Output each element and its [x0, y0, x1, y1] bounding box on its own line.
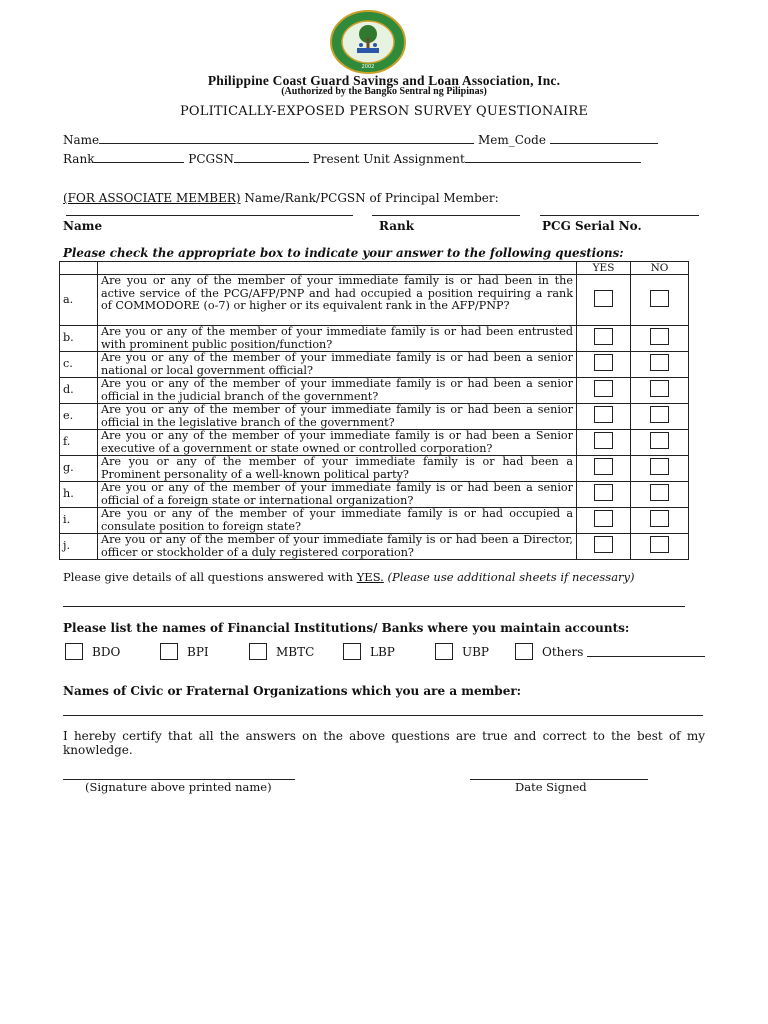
- no-header: NO: [631, 262, 689, 275]
- no-cell: [631, 456, 689, 482]
- question-letter: c.: [60, 352, 98, 378]
- bank-option-mbtc[interactable]: [249, 643, 314, 660]
- no-checkbox[interactable]: [650, 328, 669, 345]
- question-row: [60, 456, 689, 482]
- question-row: [60, 430, 689, 456]
- no-cell: [631, 430, 689, 456]
- pcgsn-label: PCGSN: [188, 152, 234, 166]
- yes-checkbox[interactable]: [594, 406, 613, 423]
- bpi-checkbox[interactable]: [160, 643, 178, 660]
- yes-cell: [577, 326, 631, 352]
- no-cell: [631, 508, 689, 534]
- rank-row: [63, 152, 641, 166]
- question-letter: i.: [60, 508, 98, 534]
- no-cell: [631, 352, 689, 378]
- bdo-checkbox[interactable]: [65, 643, 83, 660]
- header-question-cell: [98, 262, 577, 275]
- yes-cell: [577, 508, 631, 534]
- pep-questions-table: [59, 261, 689, 560]
- no-checkbox[interactable]: [650, 354, 669, 371]
- no-checkbox[interactable]: [650, 290, 669, 307]
- name-row: [63, 133, 658, 147]
- civic-heading: Names of Civic or Fraternal Organizations which you are a member:: [63, 684, 522, 698]
- no-cell: [631, 326, 689, 352]
- yes-checkbox[interactable]: [594, 458, 613, 475]
- rank-field[interactable]: [94, 152, 184, 163]
- bank-option-ubp[interactable]: [435, 643, 489, 660]
- col-serial-label: PCG Serial No.: [542, 219, 642, 233]
- yes-header: YES: [577, 262, 631, 275]
- question-row: [60, 378, 689, 404]
- question-letter: b.: [60, 326, 98, 352]
- no-checkbox[interactable]: [650, 406, 669, 423]
- question-text: Are you or any of the member of your immediate family is or had been in the active service of the PCG/AFP/PNP and had occupied a position requiring a rank of COMMODORE (o-7) or higher or its equivalent rank in the AFP/PNP?: [98, 275, 577, 326]
- details-instruction: [63, 570, 635, 584]
- mbtc-label: MBTC: [276, 644, 315, 659]
- yes-checkbox[interactable]: [594, 536, 613, 553]
- table-header-row: [60, 262, 689, 275]
- col-name-label: Name: [63, 219, 103, 233]
- authorization-note: (Authorized by the Bangko Sentral ng Pilipinas): [281, 86, 487, 97]
- others-checkbox[interactable]: [515, 643, 533, 660]
- details-note: (Please use additional sheets if necessary): [383, 570, 635, 584]
- pcgsn-field[interactable]: [234, 152, 309, 163]
- yes-cell: [577, 482, 631, 508]
- mem-code-field[interactable]: [550, 133, 658, 144]
- principal-name-line[interactable]: [66, 215, 353, 216]
- yes-checkbox[interactable]: [594, 510, 613, 527]
- bank-option-bdo[interactable]: [65, 643, 120, 660]
- lbp-label: LBP: [370, 644, 395, 659]
- ubp-checkbox[interactable]: [435, 643, 453, 660]
- yes-checkbox[interactable]: [594, 328, 613, 345]
- question-text: Are you or any of the member of your immediate family is or had been a senior official of a foreign state or international organization?: [98, 482, 577, 508]
- question-letter: e.: [60, 404, 98, 430]
- question-row: [60, 352, 689, 378]
- question-row: [60, 508, 689, 534]
- question-row: [60, 326, 689, 352]
- question-text: Are you or any of the member of your immediate family is or had been a Director, officer or stockholder of a duly registered corporation?: [98, 534, 577, 560]
- details-yes: YES.: [356, 570, 384, 584]
- bank-option-lbp[interactable]: [343, 643, 395, 660]
- no-cell: [631, 378, 689, 404]
- instructions: Please check the appropriate box to indicate your answer to the following questions:: [63, 246, 624, 260]
- org-name: Philippine Coast Guard Savings and Loan Association, Inc.: [207, 73, 561, 88]
- question-letter: a.: [60, 275, 98, 326]
- ubp-label: UBP: [462, 644, 490, 659]
- yes-cell: [577, 430, 631, 456]
- details-prefix: Please give details of all questions answered with: [63, 570, 357, 584]
- certification-text: I hereby certify that all the answers on the above questions are true and correct to the best of my knowledge.: [63, 729, 705, 757]
- yes-checkbox[interactable]: [594, 354, 613, 371]
- no-checkbox[interactable]: [650, 536, 669, 553]
- question-letter: g.: [60, 456, 98, 482]
- signature-label: (Signature above printed name): [85, 780, 272, 794]
- lbp-checkbox[interactable]: [343, 643, 361, 660]
- question-row: [60, 534, 689, 560]
- banks-heading: Please list the names of Financial Institutions/ Banks where you maintain accounts:: [63, 621, 630, 635]
- associate-prefix: (FOR ASSOCIATE MEMBER): [63, 191, 241, 205]
- bpi-label: BPI: [187, 644, 209, 659]
- name-field[interactable]: [99, 133, 474, 144]
- question-text: Are you or any of the member of your immediate family is or had been a Senior executive of a government or state owned or controlled corporation?: [98, 430, 577, 456]
- yes-checkbox[interactable]: [594, 290, 613, 307]
- question-letter: h.: [60, 482, 98, 508]
- bdo-label: BDO: [92, 644, 121, 659]
- svg-text:2002: 2002: [361, 64, 375, 70]
- no-checkbox[interactable]: [650, 380, 669, 397]
- bank-option-others[interactable]: [515, 643, 705, 660]
- question-row: [60, 482, 689, 508]
- yes-cell: [577, 352, 631, 378]
- no-checkbox[interactable]: [650, 432, 669, 449]
- associate-heading: [63, 191, 499, 205]
- question-row: [60, 275, 689, 326]
- yes-checkbox[interactable]: [594, 380, 613, 397]
- unit-label: Present Unit Assignment: [312, 152, 465, 166]
- question-letter: j.: [60, 534, 98, 560]
- name-label: Name: [63, 133, 100, 147]
- question-row: [60, 404, 689, 430]
- question-text: Are you or any of the member of your immediate family is or had been a senior official in the judicial branch of the government?: [98, 378, 577, 404]
- principal-serial-line[interactable]: [540, 215, 699, 216]
- others-field[interactable]: [587, 646, 705, 657]
- question-text: Are you or any of the member of your immediate family is or had been a Prominent personality of a well-known political party?: [98, 456, 577, 482]
- no-cell: [631, 275, 689, 326]
- page-title: POLITICALLY-EXPOSED PERSON SURVEY QUESTIONAIRE: [179, 104, 589, 119]
- principal-rank-line[interactable]: [372, 215, 520, 216]
- questions-body: [60, 275, 689, 560]
- no-checkbox[interactable]: [650, 510, 669, 527]
- association-logo: [330, 10, 406, 74]
- mem-code-label: Mem_Code: [477, 133, 546, 147]
- others-label: Others: [542, 644, 584, 659]
- yes-checkbox[interactable]: [594, 484, 613, 501]
- date-signed-label: Date Signed: [515, 780, 587, 794]
- no-checkbox[interactable]: [650, 458, 669, 475]
- unit-field[interactable]: [465, 152, 641, 163]
- yes-cell: [577, 456, 631, 482]
- no-cell: [631, 482, 689, 508]
- yes-cell: [577, 378, 631, 404]
- details-answer-line[interactable]: [63, 606, 685, 607]
- question-text: Are you or any of the member of your immediate family is or had occupied a consulate position to foreign state?: [98, 508, 577, 534]
- yes-cell: [577, 275, 631, 326]
- mbtc-checkbox[interactable]: [249, 643, 267, 660]
- yes-checkbox[interactable]: [594, 432, 613, 449]
- question-letter: f.: [60, 430, 98, 456]
- question-text: Are you or any of the member of your immediate family is or had been a senior official in the legislative branch of the government?: [98, 404, 577, 430]
- no-checkbox[interactable]: [650, 484, 669, 501]
- associate-rest: Name/Rank/PCGSN of Principal Member:: [240, 191, 499, 205]
- yes-cell: [577, 404, 631, 430]
- no-cell: [631, 534, 689, 560]
- question-text: Are you or any of the member of your immediate family is or had been entrusted with prominent public position/function?: [98, 326, 577, 352]
- col-rank-label: Rank: [379, 219, 415, 233]
- header-letter-cell: [60, 262, 98, 275]
- question-letter: d.: [60, 378, 98, 404]
- civic-answer-line[interactable]: [63, 715, 703, 716]
- bank-option-bpi[interactable]: [160, 643, 209, 660]
- rank-label: Rank: [63, 152, 95, 166]
- no-cell: [631, 404, 689, 430]
- question-text: Are you or any of the member of your immediate family is or had been a senior national or local government official?: [98, 352, 577, 378]
- yes-cell: [577, 534, 631, 560]
